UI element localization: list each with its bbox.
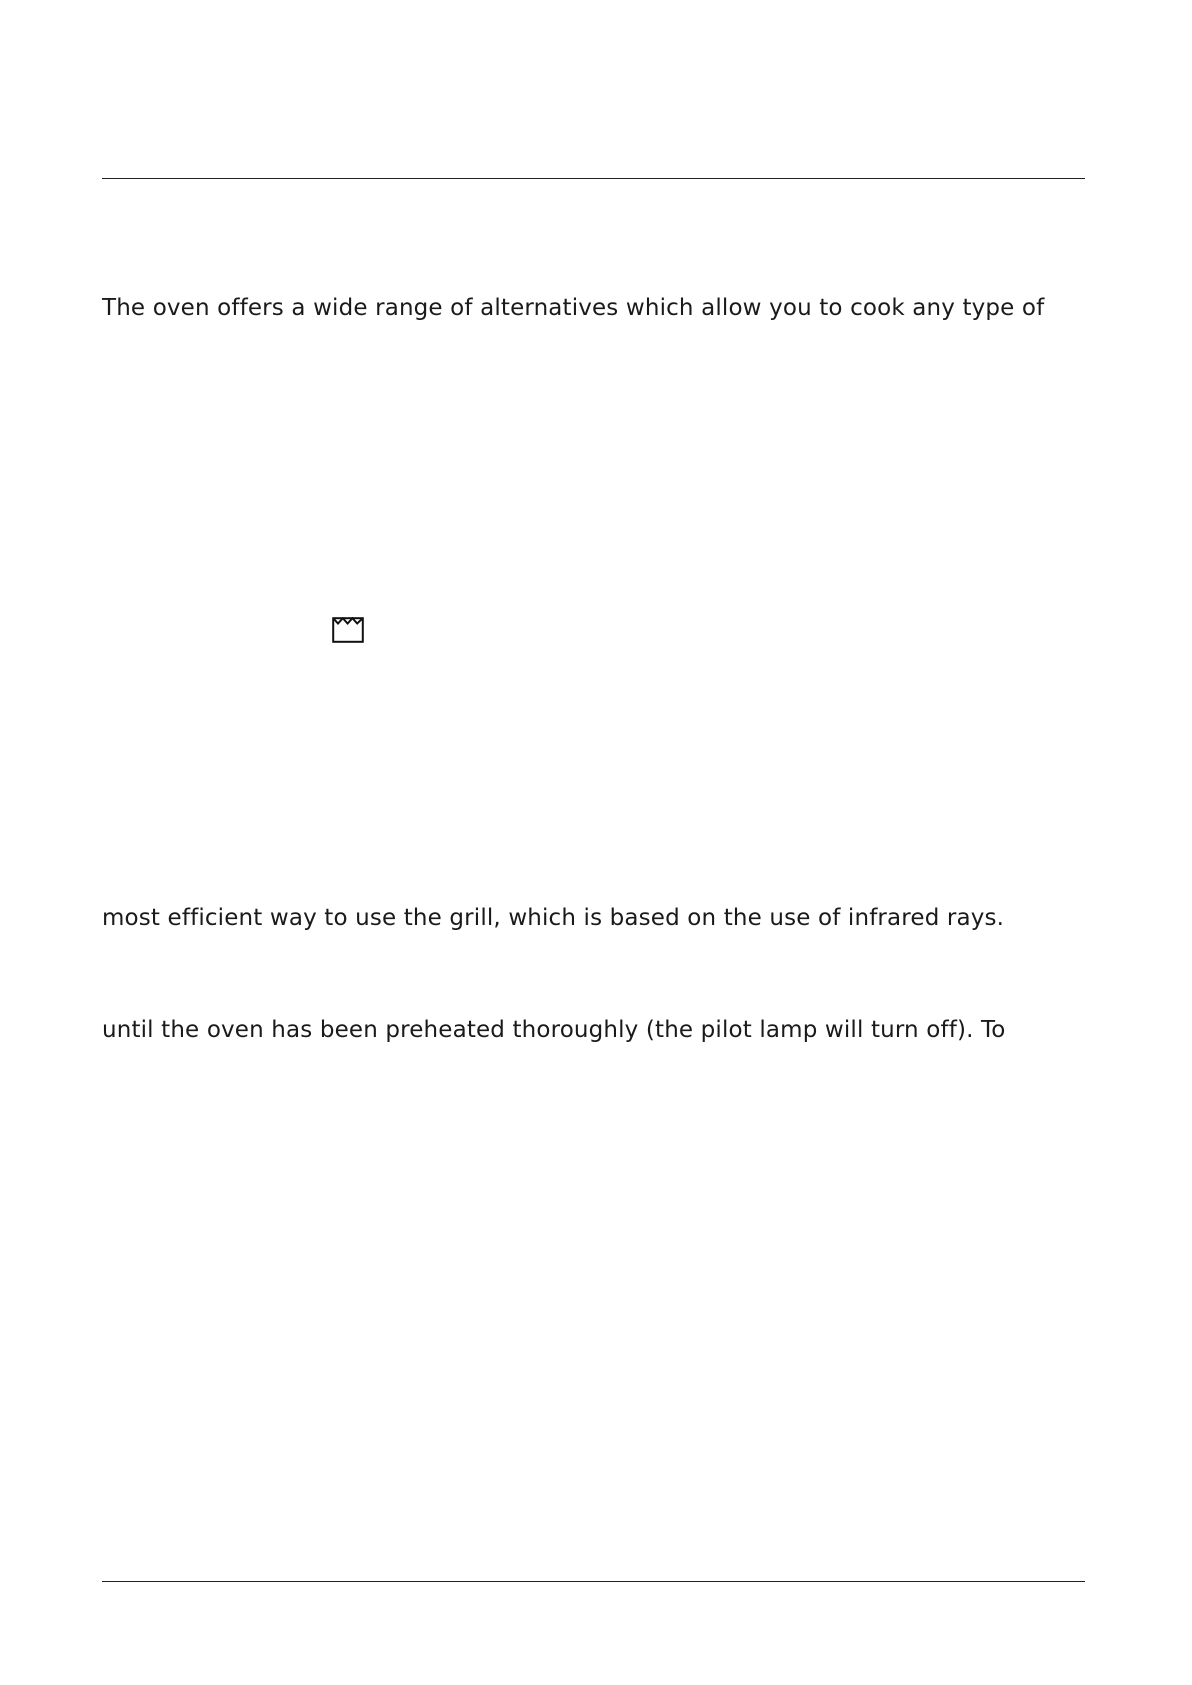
top-heating-element-icon bbox=[332, 617, 364, 643]
text-line-2: most efficient way to use the grill, which is based on the use of infrared rays. bbox=[102, 905, 1005, 931]
text-line-1: The oven offers a wide range of alternatives which allow you to cook any type of bbox=[102, 295, 1045, 321]
header-rule bbox=[102, 178, 1085, 179]
footer-rule bbox=[102, 1581, 1085, 1582]
text-line-3: until the oven has been preheated thoroughly (the pilot lamp will turn off). To bbox=[102, 1017, 1006, 1043]
